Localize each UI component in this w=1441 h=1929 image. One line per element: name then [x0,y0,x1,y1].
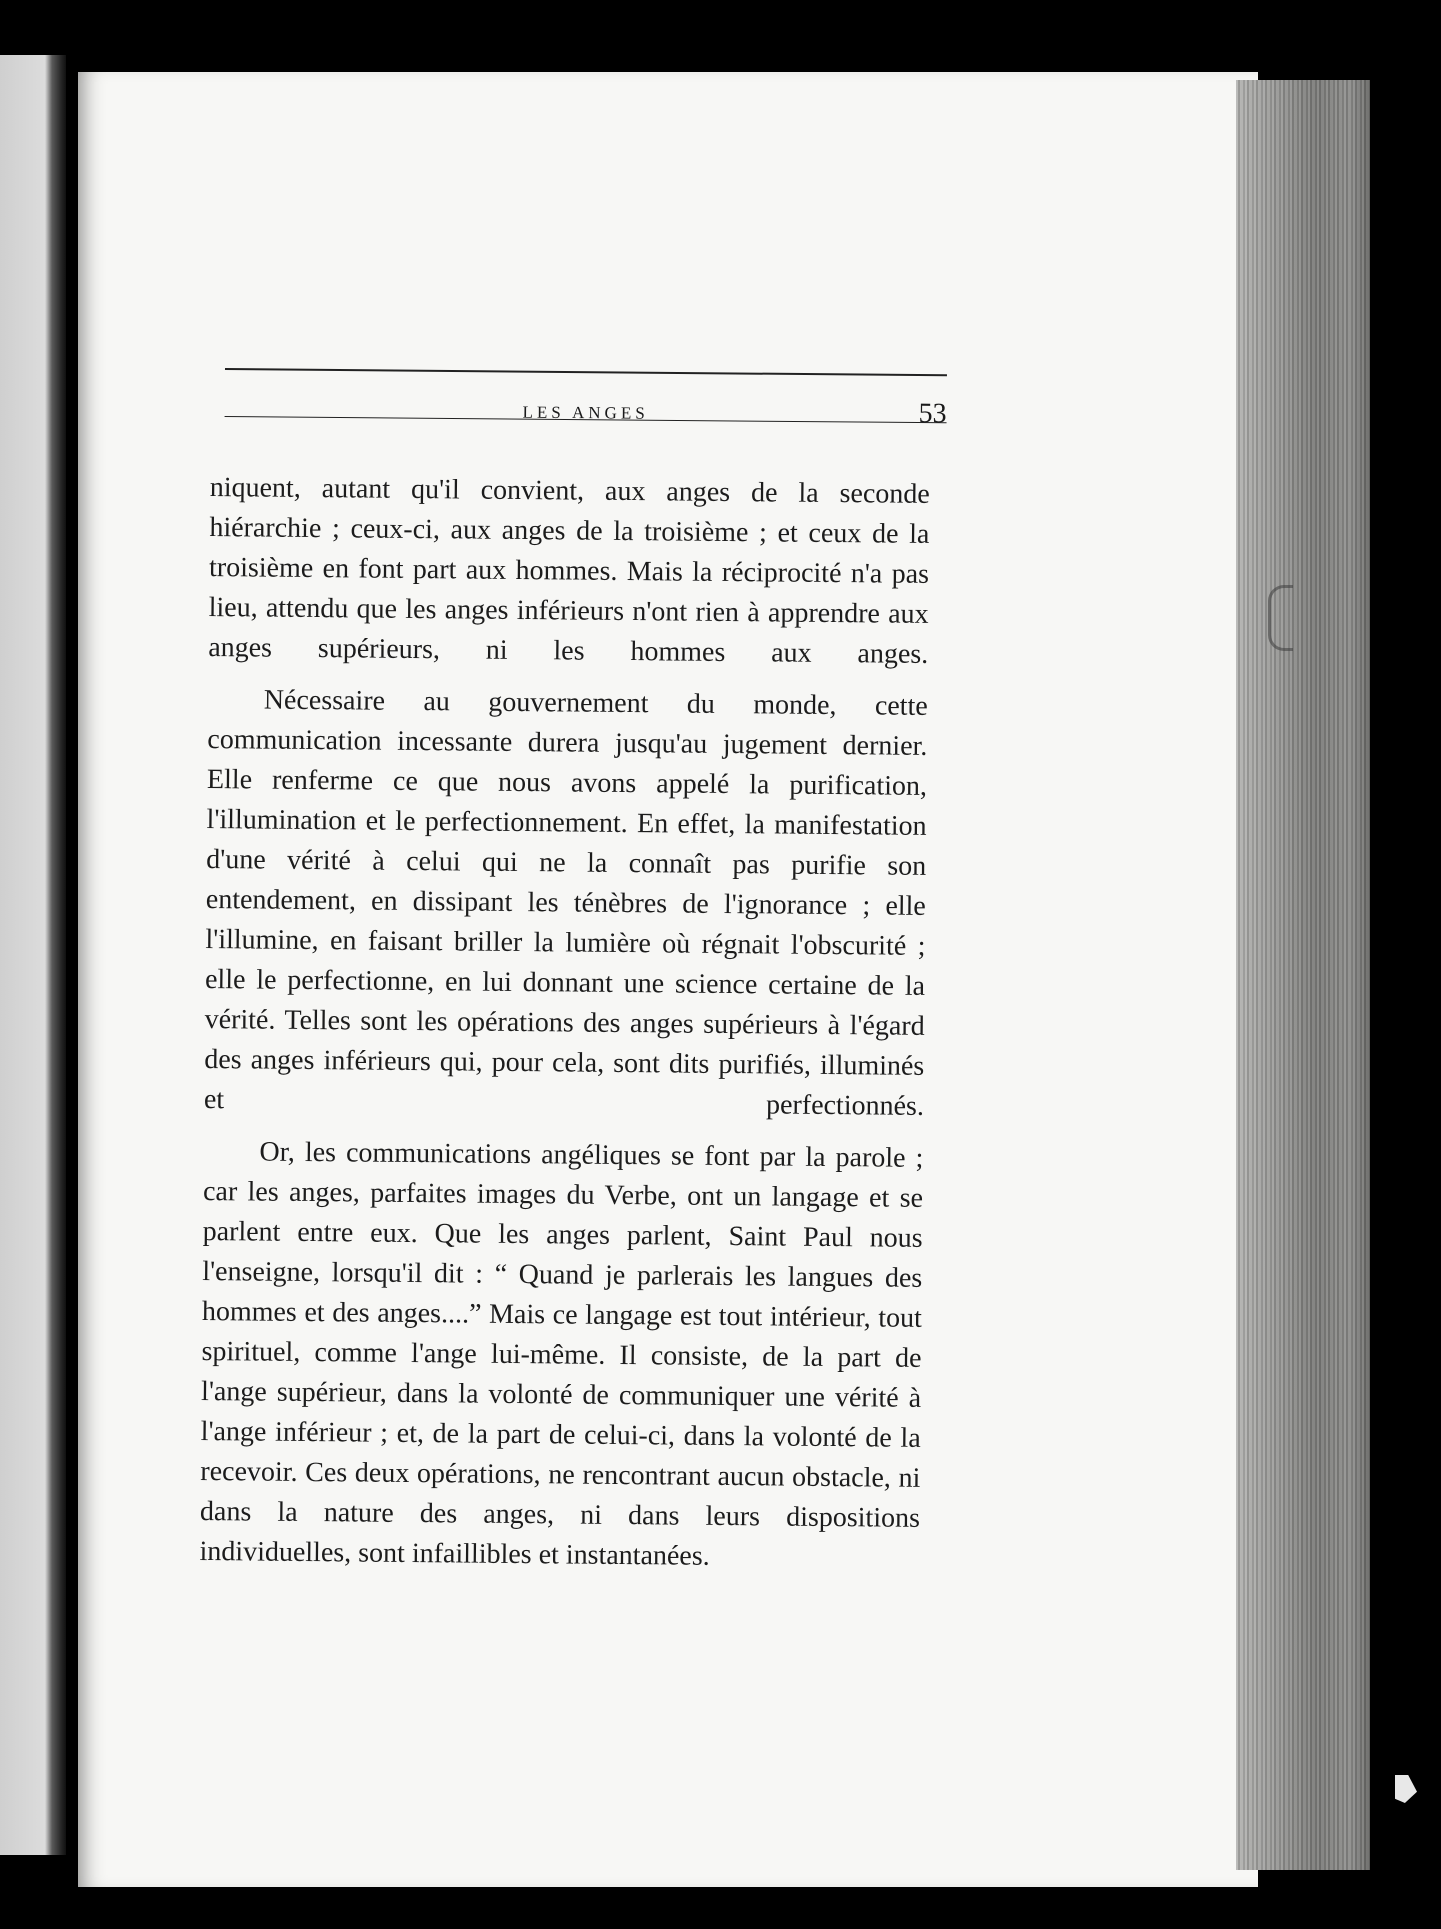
page-fore-edge [1236,80,1370,1870]
paragraph-2: Nécessaire au gouvernement du monde, cette communication incessante durera jusqu'au jugement dernier. Elle renferme ce que nous avons appelé la purification, l'illumination et le perfectionnement. En effet, la manifestation d'une vérité à celui qui ne la connaît pas purifie son entendement, en dissipant les ténèbres de l'ignorance ; elle l'illumine, en faisant briller la lumière où régnait l'obscurité ; elle le perfectionne, en lui donnant une science certaine de la vérité. Telles sont les opérations des anges supérieurs à l'égard des anges inférieurs qui, pour cela, sont dits purifiés, illuminés et perfectionnés. [203,684,928,1122]
body-text [199,468,930,1579]
paragraph-1: niquent, autant qu'il convient, aux anges de la seconde hiérarchie ; ceux-ci, aux anges de la troisième ; et ceux de la troisième en font part aux hommes. Mais la réciprocité n'a pas lieu, attendu que les anges inférieurs n'ont rien à apprendre aux anges supérieurs, ni les hommes aux anges. [208,471,930,670]
edge-stain-mark [1268,585,1293,651]
previous-page-edge [0,55,66,1855]
page-number: 53 [918,398,947,430]
header-row [225,370,947,430]
running-head [225,368,947,430]
corner-scan-artifact [1395,1775,1417,1803]
paragraph-3: Or, les communications angéliques se font par la parole ; car les anges, parfaites images du Verbe, ont un langage et se parlent entre eux. Que les anges parlent, Saint Paul nous l'enseigne, lorsqu'il dit : “ Quand je parlerais les langues des hommes et des anges....” Mais ce langage est tout intérieur, tout spirituel, comme l'ange lui-même. Il consiste, de la part de l'ange supérieur, dans la volonté de communiquer une vérité à l'ange inférieur ; et, de la part de celui-ci, dans la volonté de la recevoir. Ces deux opérations, ne rencontrant aucun obstacle, ni dans la nature des anges, ni dans leurs dispositions individuelles, sont infaillibles et instantanées. [199,1136,924,1572]
running-head-title: LES ANGES [522,402,649,423]
